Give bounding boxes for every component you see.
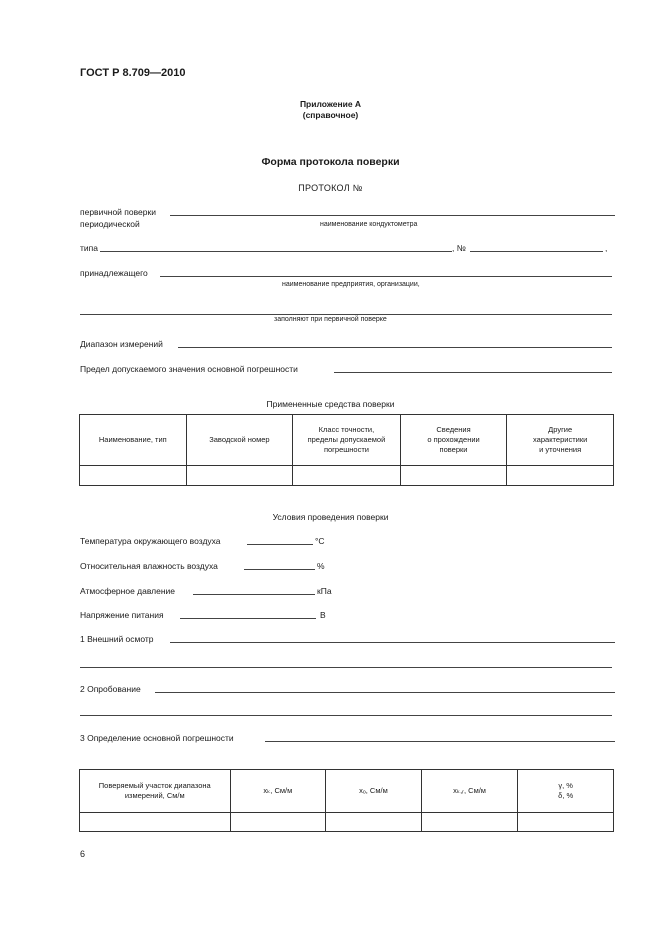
error-header-xkr: xₖ,ᵣ, См/м — [421, 770, 518, 813]
table-cell[interactable] — [186, 466, 293, 486]
periodic-label: периодической — [80, 219, 140, 229]
voltage-label: Напряжение питания — [80, 610, 164, 620]
owner-line[interactable] — [160, 276, 612, 277]
table-cell[interactable] — [293, 466, 401, 486]
section-external-inspection: 1 Внешний осмотр — [80, 634, 154, 644]
main-error-line[interactable] — [265, 741, 615, 742]
humidity-unit: % — [317, 561, 325, 571]
range-label: Диапазон измерений — [80, 339, 163, 349]
means-table — [79, 414, 614, 486]
means-table-header-row — [80, 415, 614, 466]
appendix-title: Приложение А — [299, 99, 362, 109]
external-inspection-continuation-line[interactable] — [80, 667, 612, 668]
appendix-heading — [0, 99, 661, 121]
testing-line[interactable] — [155, 692, 615, 693]
standard-designation: ГОСТ Р 8.709—2010 — [80, 67, 186, 79]
section-testing: 2 Опробование — [80, 684, 141, 694]
means-header-verification-info: Сведения о прохождении поверки — [400, 415, 507, 466]
type-line[interactable] — [100, 251, 452, 252]
means-header-accuracy: Класс точности, пределы допускаемой погрешности — [293, 415, 401, 466]
error-header-xk: xₖ, См/м — [230, 770, 326, 813]
belongs-label: принадлежащего — [80, 268, 148, 278]
first-verification-label: первичной поверки — [80, 207, 156, 217]
voltage-line[interactable] — [180, 618, 316, 619]
conductometer-hint: наименование кондуктометра — [320, 221, 418, 228]
primary-only-hint: заполняют при первичной поверке — [274, 316, 387, 323]
conditions-title: Условия проведения поверки — [272, 512, 389, 522]
protocol-label: ПРОТОКОЛ № — [298, 183, 363, 193]
table-cell[interactable] — [80, 466, 187, 486]
error-header-gamma-delta: γ, % δ, % — [518, 770, 614, 813]
owner-continuation-line[interactable] — [80, 314, 612, 315]
table-row — [80, 466, 614, 486]
page-number: 6 — [80, 849, 86, 859]
table-cell[interactable] — [518, 813, 614, 832]
table-cell[interactable] — [507, 466, 614, 486]
type-label: типа — [80, 243, 98, 253]
section-main-error: 3 Определение основной погрешности — [80, 733, 234, 743]
humidity-line[interactable] — [244, 569, 315, 570]
humidity-label: Относительная влажность воздуха — [80, 561, 218, 571]
temperature-unit: °С — [315, 536, 325, 546]
table-cell[interactable] — [421, 813, 518, 832]
error-limit-line[interactable] — [334, 372, 612, 373]
voltage-unit: В — [320, 610, 326, 620]
means-header-other: Другие характеристики и уточнения — [507, 415, 614, 466]
error-table-header-row — [80, 770, 614, 813]
means-header-name: Наименование, тип — [80, 415, 187, 466]
table-cell[interactable] — [230, 813, 326, 832]
pressure-label: Атмосферное давление — [80, 586, 176, 596]
means-header-serial: Заводской номер — [186, 415, 293, 466]
error-header-xo: xₒ, См/м — [326, 770, 422, 813]
error-limit-label: Предел допускаемого значения основной погрешности — [80, 364, 298, 374]
external-inspection-line[interactable] — [170, 642, 615, 643]
temperature-line[interactable] — [247, 544, 313, 545]
pressure-unit: кПа — [317, 586, 332, 596]
testing-continuation-line[interactable] — [80, 715, 612, 716]
table-cell[interactable] — [326, 813, 422, 832]
pressure-line[interactable] — [193, 594, 315, 595]
error-header-range: Поверяемый участок диапазона измерений, См/м — [80, 770, 231, 813]
conductometer-name-line[interactable] — [170, 215, 615, 216]
form-title: Форма протокола поверки — [261, 156, 400, 168]
means-table-caption: Примененные средства поверки — [266, 399, 395, 409]
number-label: , № — [452, 243, 466, 253]
appendix-note: (справочное) — [302, 110, 359, 120]
enterprise-hint: наименование предприятия, организации, — [282, 281, 420, 288]
table-cell[interactable] — [80, 813, 231, 832]
serial-number-line[interactable] — [470, 251, 603, 252]
temperature-label: Температура окружающего воздуха — [80, 536, 221, 546]
range-line[interactable] — [178, 347, 612, 348]
table-cell[interactable] — [400, 466, 507, 486]
comma-mark: , — [605, 243, 608, 253]
table-row — [80, 813, 614, 832]
error-table — [79, 769, 614, 832]
